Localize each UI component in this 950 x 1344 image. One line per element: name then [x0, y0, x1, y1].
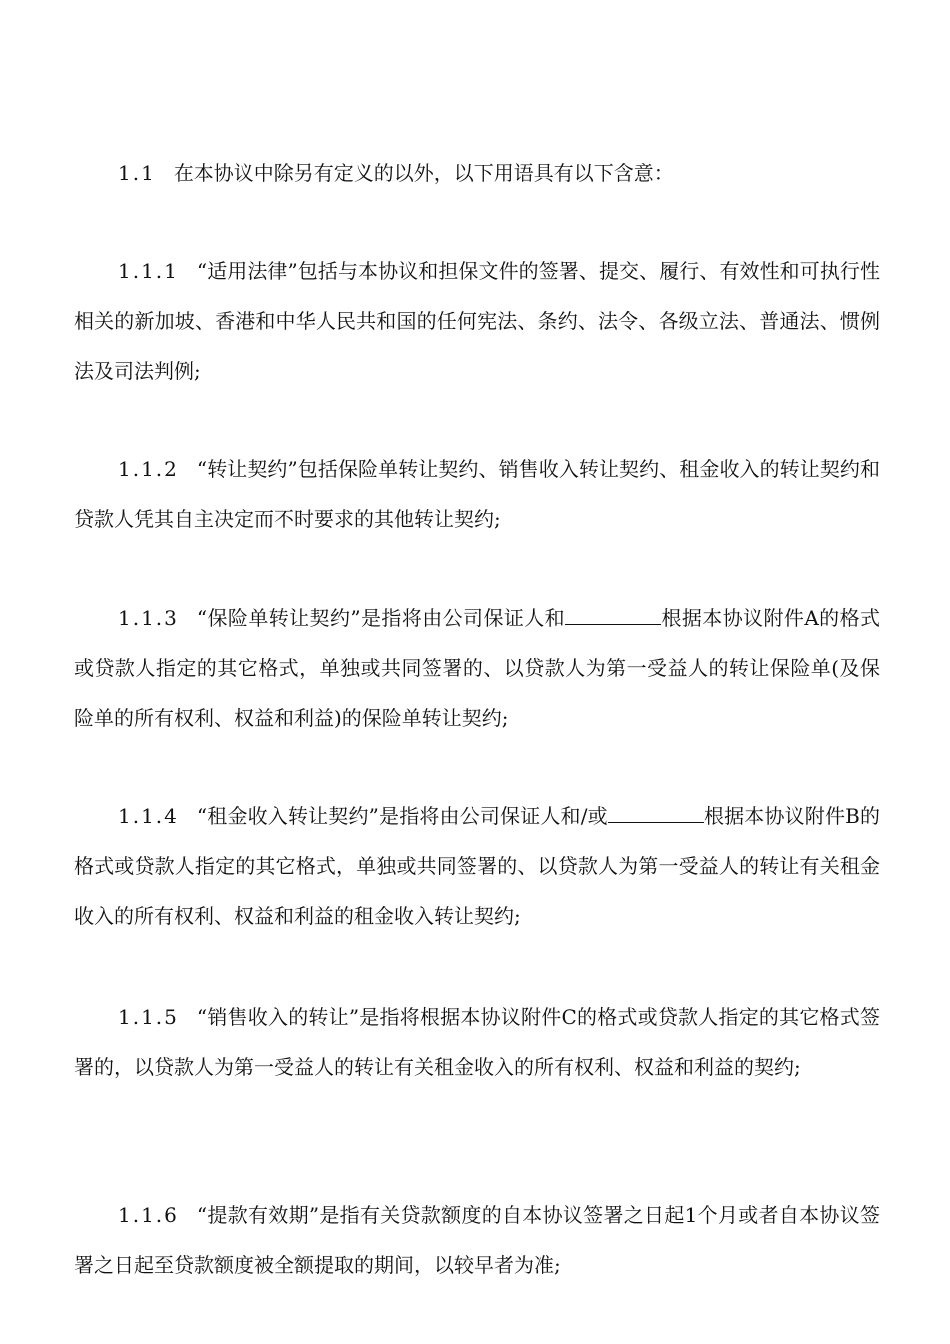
clause-text: “转让契约”包括保险单转让契约、销售收入转让契约、租金收入的转让契约和贷款人凭其自主决定而不时要求的其他转让契约; [74, 457, 880, 531]
clause-text: “提款有效期”是指有关贷款额度的自本协议签署之日起1个月或者自本协议签署之日起至贷款额度被全额提取的期间，以较早者为准; [74, 1203, 880, 1277]
clause-text-before-blank: “保险单转让契约”是指将由公司保证人和 [196, 606, 566, 630]
clause-1-1-6 [74, 1190, 880, 1290]
clause-text-after-blank: 根据本协议附件B的格式或贷款人指定的其它格式，单独或共同签署的、以贷款人为第一受益人的转让有关租金收入的所有权利、权益和利益的租金收入转让契约; [74, 804, 880, 928]
clause-text-before-blank: “租金收入转让契约”是指将由公司保证人和/或 [196, 804, 608, 828]
fill-in-blank [608, 804, 704, 823]
clause-text: 在本协议中除另有定义的以外，以下用语具有以下含意： [173, 161, 674, 185]
clause-1-1 [74, 148, 880, 198]
clause-number: 1.1.5 [118, 1005, 179, 1029]
clause-text-after-blank: 根据本协议附件A的格式或贷款人指定的其它格式，单独或共同签署的、以贷款人为第一受益人的转让保险单(及保险单的所有权利、权益和利益)的保险单转让契约; [74, 606, 880, 730]
clause-number: 1.1 [118, 161, 156, 185]
clause-text: “适用法律”包括与本协议和担保文件的签署、提交、履行、有效性和可执行性相关的新加坡、香港和中华人民共和国的任何宪法、条约、法令、各级立法、普通法、惯例法及司法判例; [74, 259, 880, 383]
clause-1-1-3 [74, 593, 880, 743]
clause-number: 1.1.6 [118, 1203, 179, 1227]
clause-1-1-1 [74, 246, 880, 396]
clause-1-1-2 [74, 444, 880, 544]
clause-text: “销售收入的转让”是指将根据本协议附件C的格式或贷款人指定的其它格式签署的，以贷款人为第一受益人的转让有关租金收入的所有权利、权益和利益的契约; [74, 1005, 880, 1079]
clause-1-1-5 [74, 992, 880, 1092]
fill-in-blank [565, 606, 661, 625]
clause-1-1-4 [74, 791, 880, 941]
clause-number: 1.1.4 [118, 804, 179, 828]
clause-number: 1.1.1 [118, 259, 179, 283]
clause-number: 1.1.3 [118, 606, 179, 630]
clause-number: 1.1.2 [118, 457, 179, 481]
